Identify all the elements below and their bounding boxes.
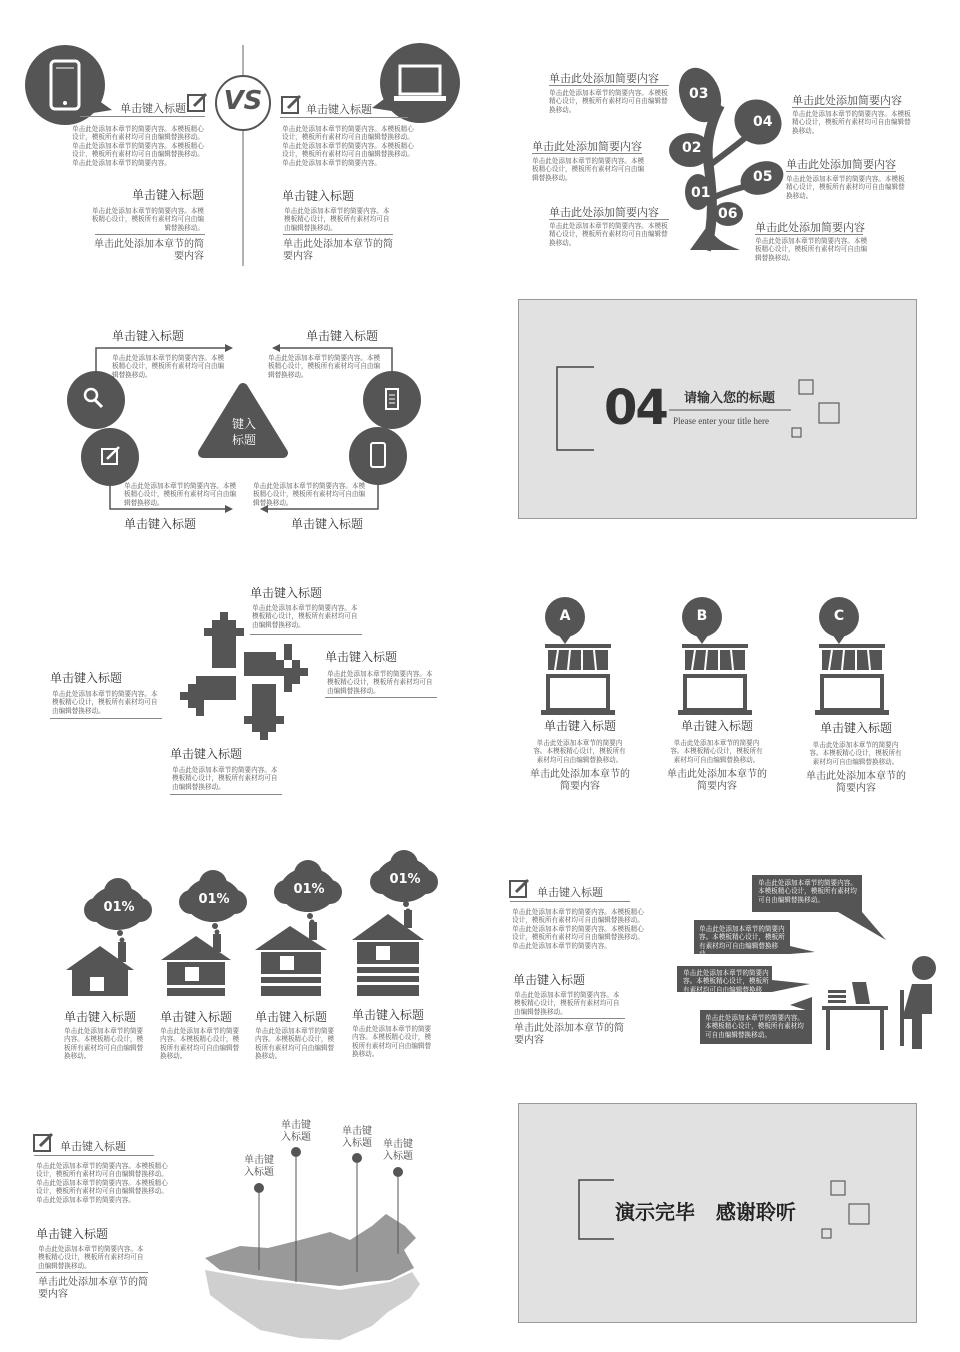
bubble-3-text: 单击此处添加本章节的简要内容。本模板精心设计，模板所有素材均可自由编辑替换移动。 [683,969,769,1003]
shop-a-letter: A [559,608,571,624]
right-title: 单击键入标题 [306,103,372,116]
map-add: 单击此处添加本章节的简要内容 [38,1277,148,1300]
arrows-title-right: 单击键入标题 [325,650,398,664]
shop-b-desc: 单击此处添加本章节的简要内容。本模板精心设计，模板所有素材均可自由编辑替换移动。 [670,739,763,764]
cycle-title-bl: 单击键入标题 [124,517,197,531]
map-label-3: 单击键 入标题 [342,1126,372,1149]
shop-a-add: 单击此处添加本章节的简要内容 [530,769,630,792]
worker-add: 单击此处添加本章节的简要内容 [514,1023,624,1046]
cycle-center: 键入 标题 [231,417,256,447]
plant-desc-4: 单击此处添加本章节的简要内容。本模板精心设计，模板所有素材均可自由编辑替换移动。 [792,110,911,135]
map-label-1: 单击键 入标题 [244,1155,274,1178]
arrows-desc-top: 单击此处添加本章节的简要内容。本模板精心设计，模板所有素材均可自由编辑替换移动。 [252,604,358,629]
leaf-03: 03 [689,86,709,102]
house-2-title: 单击键入标题 [160,1010,233,1024]
cycle-desc-tl: 单击此处添加本章节的简要内容。本模板精心设计，模板所有素材均可自由编辑替换移动。 [112,354,225,379]
section-number: 04 [604,380,667,436]
left-desc-2: 单击此处添加本章节的简要内容。本模板精心设计，模板所有素材均可自由编辑替换移动。 [91,207,204,232]
map-title-1: 单击键入标题 [60,1140,126,1153]
plant-desc-3: 单击此处添加本章节的简要内容。本模板精心设计，模板所有素材均可自由编辑替换移动。 [549,222,668,247]
shop-c-add: 单击此处添加本章节的简要内容 [806,771,906,794]
house-2-percent: 01% [198,892,230,907]
house-1-title: 单击键入标题 [64,1010,137,1024]
shop-b-letter: B [696,608,708,624]
house-1-desc: 单击此处添加本章节的简要内容。本模板精心设计，模板所有素材均可自由编辑替换移动。 [64,1027,144,1061]
leaf-04: 04 [753,114,773,130]
leaf-02: 02 [682,140,702,156]
cycle-desc-tr: 单击此处添加本章节的简要内容。本模板精心设计，模板所有素材均可自由编辑替换移动。 [268,354,381,379]
map-title-2: 单击键入标题 [36,1227,109,1241]
right-title-2: 单击键入标题 [282,189,355,203]
map-label-2: 单击键 入标题 [281,1120,311,1143]
house-4-title: 单击键入标题 [352,1008,425,1022]
plant-brief-1: 单击此处添加简要内容 [549,72,659,85]
section-title: 请输入您的标题 [684,391,776,406]
plant-desc-5: 单击此处添加本章节的简要内容。本模板精心设计，模板所有素材均可自由编辑替换移动。 [786,175,905,200]
arrows-title-left: 单击键入标题 [50,671,123,685]
closing-slide [518,1103,917,1323]
cycle-title-tr: 单击键入标题 [306,329,379,343]
map-label-4: 单击键 入标题 [383,1139,413,1162]
section-subtitle: Please enter your title here [673,416,769,426]
cycle-desc-bl: 单击此处添加本章节的简要内容。本模板精心设计，模板所有素材均可自由编辑替换移动。 [124,482,237,507]
shop-c-title: 单击键入标题 [819,721,892,735]
left-title: 单击键入标题 [120,102,186,115]
shop-a-desc: 单击此处添加本章节的简要内容。本模板精心设计，模板所有素材均可自由编辑替换移动。 [533,739,626,764]
leaf-01: 01 [691,185,711,201]
plant-brief-2: 单击此处添加简要内容 [532,140,642,153]
arrows-desc-left: 单击此处添加本章节的简要内容。本模板精心设计，模板所有素材均可自由编辑替换移动。 [52,690,158,715]
vs-label: VS [223,86,263,116]
map-desc-2: 单击此处添加本章节的简要内容。本模板精心设计，模板所有素材均可自由编辑替换移动。 [38,1245,144,1270]
leaf-05: 05 [753,169,773,185]
house-3-desc: 单击此处添加本章节的简要内容。本模板精心设计，模板所有素材均可自由编辑替换移动。 [255,1027,335,1061]
shop-b-add: 单击此处添加本章节的简要内容 [667,769,767,792]
left-add: 单击此处添加本章节的简要内容 [94,239,204,262]
worker-desc-1: 单击此处添加本章节的简要内容。本模板精心设计，模板所有素材均可自由编辑替换移动。单击此处添加本章节的简要内容。本模板精心设计，模板所有素材均可自由编辑替换移动。单击此处添加本章节的简要内容。 [512,908,644,950]
house-4-desc: 单击此处添加本章节的简要内容。本模板精心设计，模板所有素材均可自由编辑替换移动。 [352,1025,432,1059]
worker-title-2: 单击键入标题 [513,973,586,987]
house-3-percent: 01% [293,882,325,897]
house-3-title: 单击键入标题 [255,1010,328,1024]
bubble-2-text: 单击此处添加本章节的简要内容。本模板精心设计，模板所有素材均可自由编辑替换移动。 [699,925,785,959]
shop-c-desc: 单击此处添加本章节的简要内容。本模板精心设计，模板所有素材均可自由编辑替换移动。 [809,741,902,766]
right-add: 单击此处添加本章节的简要内容 [283,239,393,262]
plant-brief-4: 单击此处添加简要内容 [792,94,902,107]
arrows-title-bottom: 单击键入标题 [170,747,243,761]
worker-desc-2: 单击此处添加本章节的简要内容。本模板精心设计，模板所有素材均可自由编辑替换移动。 [514,991,620,1016]
shop-c-letter: C [833,608,845,624]
plant-brief-6: 单击此处添加简要内容 [755,221,865,234]
bubble-1-text: 单击此处添加本章节的简要内容。本模板精心设计，模板所有素材均可自由编辑替换移动。 [758,879,857,904]
closing-text: 演示完毕 感谢聆听 [615,1200,796,1224]
left-desc: 单击此处添加本章节的简要内容。本模板精心设计，模板所有素材均可自由编辑替换移动。单击此处添加本章节的简要内容。本模板精心设计，模板所有素材均可自由编辑替换移动。单击此处添加本章节的简要内容。 [72,125,204,167]
cycle-desc-br: 单击此处添加本章节的简要内容。本模板精心设计，模板所有素材均可自由编辑替换移动。 [253,482,366,507]
arrows-desc-bottom: 单击此处添加本章节的简要内容。本模板精心设计，模板所有素材均可自由编辑替换移动。 [172,766,278,791]
plant-desc-2: 单击此处添加本章节的简要内容。本模板精心设计，模板所有素材均可自由编辑替换移动。 [532,157,645,182]
map-desc-1: 单击此处添加本章节的简要内容。本模板精心设计，模板所有素材均可自由编辑替换移动。单击此处添加本章节的简要内容。本模板精心设计，模板所有素材均可自由编辑替换移动。单击此处添加本章节的简要内容。 [36,1162,168,1204]
house-1-percent: 01% [103,900,135,915]
shop-a-title: 单击键入标题 [543,719,616,733]
left-title-2: 单击键入标题 [132,188,205,202]
arrows-desc-right: 单击此处添加本章节的简要内容。本模板精心设计，模板所有素材均可自由编辑替换移动。 [327,670,433,695]
leaf-06: 06 [718,206,738,222]
arrows-title-top: 单击键入标题 [250,586,323,600]
plant-brief-5: 单击此处添加简要内容 [786,158,896,171]
plant-desc-1: 单击此处添加本章节的简要内容。本模板精心设计，模板所有素材均可自由编辑替换移动。 [549,89,668,114]
right-desc: 单击此处添加本章节的简要内容。本模板精心设计，模板所有素材均可自由编辑替换移动。单击此处添加本章节的简要内容。本模板精心设计，模板所有素材均可自由编辑替换移动。单击此处添加本章节的简要内容。 [282,125,414,167]
plant-brief-3: 单击此处添加简要内容 [549,206,659,219]
house-4-percent: 01% [389,872,421,887]
cycle-title-br: 单击键入标题 [291,517,364,531]
worker-title-1: 单击键入标题 [537,886,603,899]
bubble-4-text: 单击此处添加本章节的简要内容。本模板精心设计，模板所有素材均可自由编辑替换移动。 [705,1014,804,1039]
house-2-desc: 单击此处添加本章节的简要内容。本模板精心设计，模板所有素材均可自由编辑替换移动。 [160,1027,240,1061]
right-desc-2: 单击此处添加本章节的简要内容。本模板精心设计，模板所有素材均可自由编辑替换移动。 [284,207,390,232]
shop-b-title: 单击键入标题 [680,719,753,733]
plant-desc-6: 单击此处添加本章节的简要内容。本模板精心设计，模板所有素材均可自由编辑替换移动。 [755,237,868,262]
cycle-title-tl: 单击键入标题 [112,329,185,343]
